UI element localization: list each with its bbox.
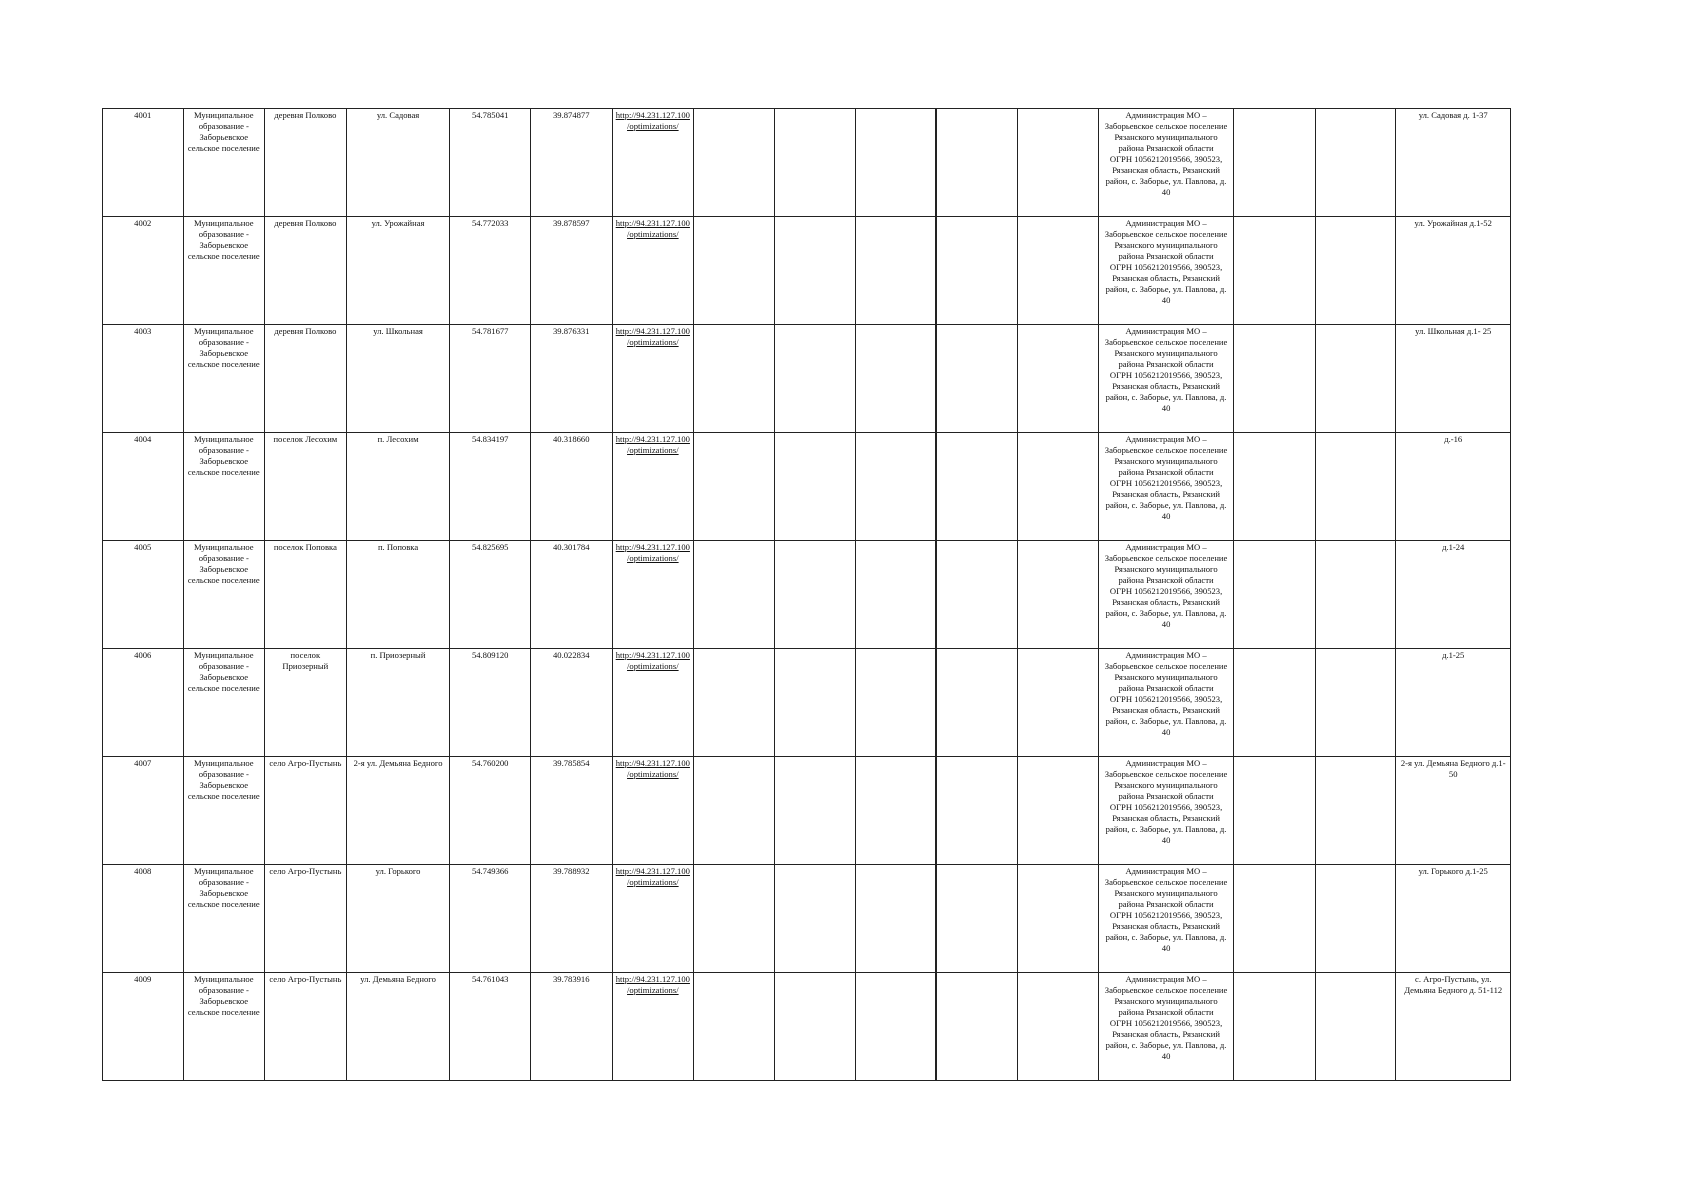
cell-empty (856, 865, 937, 973)
cell-sources: 2-я ул. Демьяна Бедного д.1-50 (1396, 757, 1511, 865)
cell-empty (1018, 109, 1099, 217)
cell-municipality: Муниципальное образование - Заборьевское сельское поселение (183, 649, 265, 757)
cell-empty (1315, 109, 1396, 217)
cell-number: 4008 (103, 865, 184, 973)
cell-settlement: поселок Поповка (265, 541, 347, 649)
cell-street: ул. Школьная (346, 325, 450, 433)
table-row (103, 325, 1511, 433)
cell-empty (1234, 649, 1316, 757)
cell-empty (774, 865, 856, 973)
cell-empty (1315, 865, 1396, 973)
table-row (103, 757, 1511, 865)
table-row (103, 109, 1511, 217)
cell-empty (774, 109, 856, 217)
cell-empty (936, 973, 1018, 1081)
cell-empty (856, 973, 937, 1081)
cell-longitude: 40.022834 (530, 649, 612, 757)
cell-empty (936, 325, 1018, 433)
cell-municipality: Муниципальное образование - Заборьевское сельское поселение (183, 973, 265, 1081)
cell-link (612, 217, 694, 325)
cell-empty (774, 757, 856, 865)
cell-empty (1018, 973, 1099, 1081)
cell-owner: Администрация МО – Заборьевское сельское поселение Рязанского муниципального района Рязанской области ОГРН 1056212019566, 390523, Рязанская область, Рязанский район, с. Заборье, ул. Павлова, д. 40 (1098, 865, 1234, 973)
cell-empty (694, 649, 775, 757)
cell-empty (856, 757, 937, 865)
cell-municipality: Муниципальное образование - Заборьевское сельское поселение (183, 433, 265, 541)
cell-empty (774, 541, 856, 649)
cell-empty (1018, 433, 1099, 541)
cell-sources: д.1-25 (1396, 649, 1511, 757)
cell-longitude: 39.788932 (530, 865, 612, 973)
cell-settlement: деревня Полково (265, 109, 347, 217)
cell-empty (1018, 649, 1099, 757)
cell-settlement: село Агро-Пустынь (265, 865, 347, 973)
optimization-link[interactable]: http://94.231.127.100/optimizations/ (615, 974, 690, 995)
cell-municipality: Муниципальное образование - Заборьевское сельское поселение (183, 217, 265, 325)
cell-empty (1234, 541, 1316, 649)
cell-owner: Администрация МО – Заборьевское сельское поселение Рязанского муниципального района Рязанской области ОГРН 1056212019566, 390523, Рязанская область, Рязанский район, с. Заборье, ул. Павлова, д. 40 (1098, 649, 1234, 757)
cell-latitude: 54.834197 (450, 433, 531, 541)
cell-number: 4003 (103, 325, 184, 433)
table-row (103, 865, 1511, 973)
cell-link (612, 757, 694, 865)
cell-empty (1018, 757, 1099, 865)
cell-number: 4002 (103, 217, 184, 325)
cell-empty (1234, 325, 1316, 433)
cell-sources: ул. Урожайная д.1-52 (1396, 217, 1511, 325)
cell-latitude: 54.761043 (450, 973, 531, 1081)
cell-owner: Администрация МО – Заборьевское сельское поселение Рязанского муниципального района Рязанской области ОГРН 1056212019566, 390523, Рязанская область, Рязанский район, с. Заборье, ул. Павлова, д. 40 (1098, 109, 1234, 217)
cell-empty (1315, 649, 1396, 757)
cell-link (612, 325, 694, 433)
cell-sources: д.1-24 (1396, 541, 1511, 649)
cell-owner: Администрация МО – Заборьевское сельское поселение Рязанского муниципального района Рязанской области ОГРН 1056212019566, 390523, Рязанская область, Рязанский район, с. Заборье, ул. Павлова, д. 40 (1098, 973, 1234, 1081)
cell-empty (774, 973, 856, 1081)
cell-empty (774, 217, 856, 325)
cell-sources: ул. Горького д.1-25 (1396, 865, 1511, 973)
cell-empty (694, 865, 775, 973)
cell-empty (1315, 973, 1396, 1081)
cell-number: 4006 (103, 649, 184, 757)
cell-empty (856, 325, 937, 433)
optimization-link[interactable]: http://94.231.127.100/optimizations/ (615, 218, 690, 239)
table-row (103, 217, 1511, 325)
cell-empty (694, 109, 775, 217)
cell-empty (1018, 325, 1099, 433)
cell-settlement: деревня Полково (265, 325, 347, 433)
cell-latitude: 54.781677 (450, 325, 531, 433)
cell-empty (936, 865, 1018, 973)
cell-longitude: 39.876331 (530, 325, 612, 433)
cell-longitude: 39.785854 (530, 757, 612, 865)
cell-municipality: Муниципальное образование - Заборьевское сельское поселение (183, 325, 265, 433)
registry-table (102, 108, 1511, 1081)
cell-street: п. Приозерный (346, 649, 450, 757)
cell-link (612, 541, 694, 649)
cell-settlement: деревня Полково (265, 217, 347, 325)
cell-empty (694, 217, 775, 325)
table-row (103, 433, 1511, 541)
cell-latitude: 54.809120 (450, 649, 531, 757)
cell-empty (694, 757, 775, 865)
cell-owner: Администрация МО – Заборьевское сельское поселение Рязанского муниципального района Рязанской области ОГРН 1056212019566, 390523, Рязанская область, Рязанский район, с. Заборье, ул. Павлова, д. 40 (1098, 217, 1234, 325)
cell-street: 2-я ул. Демьяна Бедного (346, 757, 450, 865)
cell-sources: с. Агро-Пустынь, ул. Демьяна Бедного д. 51-112 (1396, 973, 1511, 1081)
cell-empty (856, 109, 937, 217)
cell-longitude: 39.878597 (530, 217, 612, 325)
cell-number: 4009 (103, 973, 184, 1081)
cell-municipality: Муниципальное образование - Заборьевское сельское поселение (183, 865, 265, 973)
cell-number: 4007 (103, 757, 184, 865)
cell-settlement: поселок Приозерный (265, 649, 347, 757)
cell-link (612, 109, 694, 217)
cell-empty (1234, 217, 1316, 325)
cell-street: п. Лесохим (346, 433, 450, 541)
cell-municipality: Муниципальное образование - Заборьевское сельское поселение (183, 109, 265, 217)
optimization-link[interactable]: http://94.231.127.100/optimizations/ (615, 650, 690, 671)
optimization-link[interactable]: http://94.231.127.100/optimizations/ (615, 542, 690, 563)
cell-link (612, 433, 694, 541)
cell-empty (774, 649, 856, 757)
optimization-link[interactable]: http://94.231.127.100/optimizations/ (615, 866, 690, 887)
cell-sources: ул. Садовая д. 1-37 (1396, 109, 1511, 217)
cell-empty (1234, 109, 1316, 217)
cell-street: п. Поповка (346, 541, 450, 649)
registry-body (103, 109, 1511, 1081)
cell-street: ул. Садовая (346, 109, 450, 217)
cell-street: ул. Горького (346, 865, 450, 973)
cell-empty (774, 325, 856, 433)
cell-sources: д.-16 (1396, 433, 1511, 541)
cell-sources: ул. Школьная д.1- 25 (1396, 325, 1511, 433)
table-row (103, 649, 1511, 757)
cell-empty (694, 973, 775, 1081)
cell-number: 4005 (103, 541, 184, 649)
cell-street: ул. Демьяна Бедного (346, 973, 450, 1081)
cell-owner: Администрация МО – Заборьевское сельское поселение Рязанского муниципального района Рязанской области ОГРН 1056212019566, 390523, Рязанская область, Рязанский район, с. Заборье, ул. Павлова, д. 40 (1098, 541, 1234, 649)
cell-link (612, 973, 694, 1081)
cell-longitude: 39.783916 (530, 973, 612, 1081)
cell-street: ул. Урожайная (346, 217, 450, 325)
cell-number: 4004 (103, 433, 184, 541)
cell-longitude: 39.874877 (530, 109, 612, 217)
cell-empty (1315, 541, 1396, 649)
cell-settlement: село Агро-Пустынь (265, 973, 347, 1081)
cell-empty (1315, 433, 1396, 541)
table-row (103, 973, 1511, 1081)
cell-latitude: 54.749366 (450, 865, 531, 973)
cell-empty (1018, 865, 1099, 973)
cell-number: 4001 (103, 109, 184, 217)
cell-municipality: Муниципальное образование - Заборьевское сельское поселение (183, 541, 265, 649)
cell-empty (1234, 865, 1316, 973)
optimization-link[interactable]: http://94.231.127.100/optimizations/ (615, 326, 690, 347)
cell-link (612, 649, 694, 757)
cell-latitude: 54.785041 (450, 109, 531, 217)
cell-latitude: 54.825695 (450, 541, 531, 649)
cell-empty (1234, 433, 1316, 541)
optimization-link[interactable]: http://94.231.127.100/optimizations/ (615, 758, 690, 779)
cell-owner: Администрация МО – Заборьевское сельское поселение Рязанского муниципального района Рязанской области ОГРН 1056212019566, 390523, Рязанская область, Рязанский район, с. Заборье, ул. Павлова, д. 40 (1098, 433, 1234, 541)
cell-empty (856, 649, 937, 757)
cell-empty (1234, 757, 1316, 865)
cell-empty (1018, 217, 1099, 325)
cell-empty (1315, 325, 1396, 433)
cell-link (612, 865, 694, 973)
cell-empty (936, 433, 1018, 541)
cell-empty (936, 649, 1018, 757)
cell-empty (1315, 757, 1396, 865)
cell-owner: Администрация МО – Заборьевское сельское поселение Рязанского муниципального района Рязанской области ОГРН 1056212019566, 390523, Рязанская область, Рязанский район, с. Заборье, ул. Павлова, д. 40 (1098, 757, 1234, 865)
cell-empty (1315, 217, 1396, 325)
table-row (103, 541, 1511, 649)
cell-latitude: 54.772033 (450, 217, 531, 325)
cell-settlement: село Агро-Пустынь (265, 757, 347, 865)
cell-empty (1018, 541, 1099, 649)
cell-empty (694, 325, 775, 433)
cell-longitude: 40.301784 (530, 541, 612, 649)
cell-empty (856, 433, 937, 541)
cell-longitude: 40.318660 (530, 433, 612, 541)
optimization-link[interactable]: http://94.231.127.100/optimizations/ (615, 434, 690, 455)
cell-empty (694, 541, 775, 649)
cell-empty (774, 433, 856, 541)
cell-latitude: 54.760200 (450, 757, 531, 865)
cell-empty (856, 217, 937, 325)
cell-empty (936, 757, 1018, 865)
cell-empty (856, 541, 937, 649)
cell-settlement: поселок Лесохим (265, 433, 347, 541)
cell-empty (936, 109, 1018, 217)
cell-empty (694, 433, 775, 541)
cell-owner: Администрация МО – Заборьевское сельское поселение Рязанского муниципального района Рязанской области ОГРН 1056212019566, 390523, Рязанская область, Рязанский район, с. Заборье, ул. Павлова, д. 40 (1098, 325, 1234, 433)
cell-municipality: Муниципальное образование - Заборьевское сельское поселение (183, 757, 265, 865)
cell-empty (936, 217, 1018, 325)
cell-empty (1234, 973, 1316, 1081)
optimization-link[interactable]: http://94.231.127.100/optimizations/ (615, 110, 690, 131)
cell-empty (936, 541, 1018, 649)
